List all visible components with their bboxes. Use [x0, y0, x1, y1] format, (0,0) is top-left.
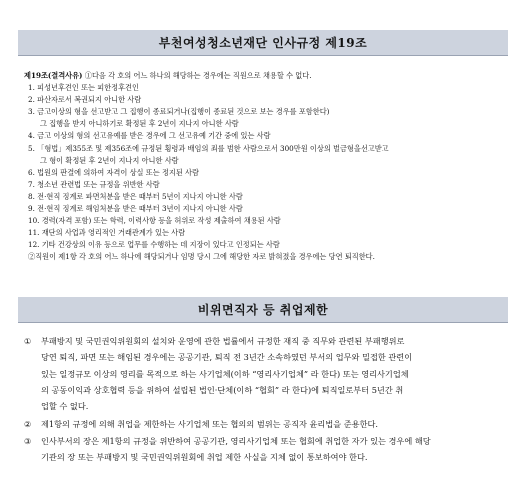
employment-restriction-body — [24, 333, 512, 465]
list-item: 8. 전·현직 징계로 파면처분을 받은 때부터 5년이 지나지 아니한 사람 — [28, 191, 243, 201]
regulation-body — [24, 70, 508, 264]
paragraph-number: ① — [24, 336, 32, 346]
list-item: 그 집행을 받지 아니하기로 확정된 후 2년이 지나지 아니한 사람 — [40, 119, 239, 129]
list-item: 4. 금고 이상의 형의 선고유예를 받은 경우에 그 선고유예 기간 중에 있는 사람 — [28, 131, 271, 141]
list-item: 12. 기타 건강상의 이유 등으로 업무를 수행하는 데 지장이 있다고 인정되는 사람 — [28, 240, 280, 250]
article-clause-2: ②직원이 제1항 각 호의 어느 하나에 해당되거나 임명 당시 그에 해당한 자로 밝혀졌을 경우에는 당연 퇴직한다. — [28, 252, 375, 262]
paragraph-line: 업할 수 없다. — [41, 401, 89, 412]
article-intro-text: ①다음 각 호의 어느 하나의 해당하는 경우에는 직원으로 채용할 수 없다. — [82, 71, 312, 80]
list-item: 10. 경력(자격 포함) 또는 학력, 이력사항 등을 허위로 작성 제출하여 채용된 사람 — [28, 216, 281, 226]
paragraph-1 — [24, 333, 512, 414]
list-item: 7. 청소년 관련법 또는 규정을 위반한 사람 — [28, 179, 160, 189]
regulation-title: 부천여성청소년재단 인사규정 제19조 — [18, 30, 508, 56]
paragraph-line: 인사부서의 장은 제1항의 규정을 위반하여 공공기관, 영리사기업체 또는 협회에 취업한 자가 있는 경우에 해당 — [41, 435, 431, 446]
paragraph-line: 당연 퇴직, 파면 또는 해임된 경우에는 공공기관, 퇴직 전 3년간 소속하였던 부서의 업무와 밀접한 관련이 — [41, 352, 413, 363]
list-item: 5. 「형법」제355조 및 제356조에 규정된 횡령과 배임의 죄를 범한 사람으로서 300만원 이상의 벌금형을선고받고 — [28, 143, 389, 153]
article-intro — [24, 70, 508, 82]
paragraph-line: 제1항의 규정에 의해 취업을 제한하는 사기업체 또는 협의의 범위는 공직자 윤리법을 준용한다. — [41, 419, 378, 430]
paragraph-line: 기관의 장 또는 부패방지 및 국민권익위원회에 취업 제한 사실을 지체 없이 통보하여야 한다. — [41, 452, 368, 463]
paragraph-number: ③ — [24, 435, 32, 446]
list-item: 1. 피성년후견인 또는 피한정후견인 — [28, 83, 139, 93]
list-item: 3. 금고이상의 형을 선고받고 그 집행이 종료되거나(집행이 종료된 것으로 보는 경우를 포함한다) — [28, 107, 330, 117]
paragraph-line: 의 공동이익과 상호협력 등을 위하여 설립된 법인·단체(이하 “협회” 라 한다)에 퇴직일로부터 5년간 취 — [41, 384, 404, 395]
list-item: 2. 파산자로서 복권되지 아니한 사람 — [28, 95, 142, 105]
article-heading: 제19조(결격사유) — [24, 71, 83, 80]
paragraph-2 — [24, 416, 512, 432]
paragraph-line: 있는 일정규모 이상의 영리를 목적으로 하는 사기업체(이하 “영리사기업체” 라 한다) 또는 영리사기업체 — [41, 368, 409, 379]
paragraph-line: 부패방지 및 국민권익위원회의 설치와 운영에 관한 법률에서 규정한 재직 중 직무와 관련된 부패행위로 — [41, 336, 405, 346]
employment-restriction-title: 비위면직자 등 취업제한 — [18, 297, 508, 323]
list-item: 그 형이 확정된 후 2년이 지나지 아니한 사람 — [40, 155, 179, 165]
paragraph-number: ② — [24, 419, 32, 430]
list-item: 11. 재단의 사업과 영리적인 거래관계가 있는 사람 — [28, 228, 186, 238]
list-item: 6. 법원의 판결에 의하여 자격이 상실 또는 정지된 사람 — [28, 167, 199, 177]
list-item: 9. 전·현직 징계로 해임처분을 받은 때부터 3년이 지나지 아니한 사람 — [28, 204, 243, 214]
paragraph-3 — [24, 433, 512, 466]
